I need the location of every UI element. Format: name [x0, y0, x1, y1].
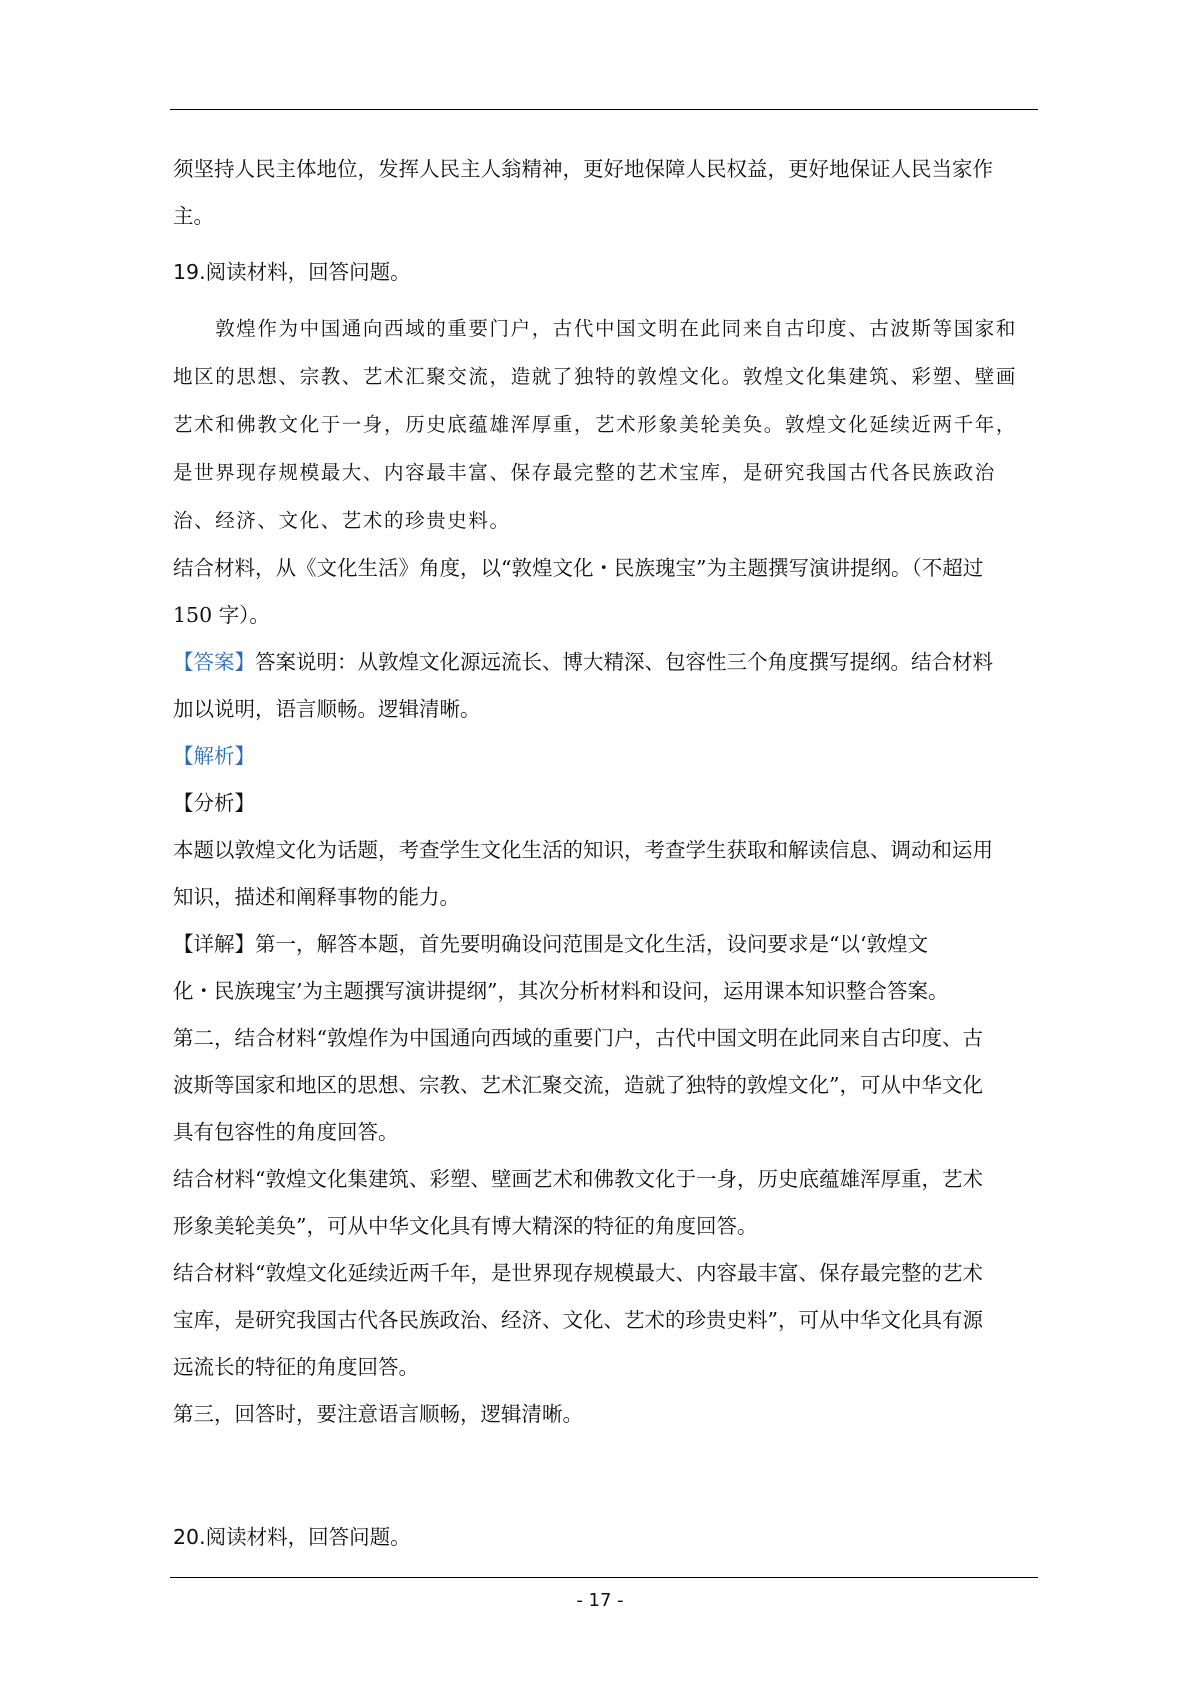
question-20-title: [173, 1514, 1041, 1561]
fenxi-line: 知识，描述和阐释事物的能力。: [173, 885, 460, 909]
question-line: 结合材料，从《文化生活》角度，以“敦煌文化・民族瑰宝”为主题撰写演讲提纲。（不超过: [173, 556, 984, 580]
material-line: 地区的思想、宗教、艺术汇聚交流，造就了独特的敦煌文化。敦煌文化集建筑、彩塑、壁画: [173, 365, 1018, 388]
analysis-tag: 【解析】: [173, 744, 255, 768]
detail-text: 第一，解答本题，首先要明确设问范围是文化生活，设问要求是“以‘敦煌文: [255, 932, 928, 956]
detail-line: 形象美轮美奂”，可从中华文化具有博大精深的特征的角度回答。: [173, 1214, 758, 1238]
text-line: 主。: [173, 204, 214, 228]
answer-tag: 【答案】: [173, 650, 255, 674]
material-line: 治、经济、文化、艺术的珍贵史料。: [173, 509, 511, 532]
question-number: 20.: [173, 1525, 206, 1549]
detail-line: 结合材料“敦煌文化延续近两千年，是世界现存规模最大、内容最丰富、保存最完整的艺术: [173, 1261, 983, 1285]
question-number: 19.: [173, 260, 206, 284]
material-line: 敦煌作为中国通向西域的重要门户，古代中国文明在此同来自古印度、古波斯等国家和: [173, 317, 1018, 340]
detail-line: 波斯等国家和地区的思想、宗教、艺术汇聚交流，造就了独特的敦煌文化”，可从中华文化: [173, 1073, 983, 1097]
footer-rule: [170, 1577, 1038, 1578]
text-line: 须坚持人民主体地位，发挥人民主人翁精神，更好地保障人民权益，更好地保证人民当家作: [173, 157, 993, 181]
header-rule: [170, 109, 1038, 110]
detail-line: 结合材料“敦煌文化集建筑、彩塑、壁画艺术和佛教文化于一身，历史底蕴雄浑厚重，艺术: [173, 1167, 983, 1191]
detail-line: 化・民族瑰宝’为主题撰写演讲提纲”，其次分析材料和设问，运用课本知识整合答案。: [173, 979, 949, 1003]
detail-line: 第二，结合材料“敦煌作为中国通向西域的重要门户，古代中国文明在此同来自古印度、古: [173, 1026, 983, 1050]
material-line: 艺术和佛教文化于一身，历史底蕴雄浑厚重，艺术形象美轮美奂。敦煌文化延续近两千年，: [173, 413, 1018, 436]
carryover-paragraph: [173, 146, 1041, 240]
detail-line: 具有包容性的角度回答。: [173, 1120, 399, 1144]
question-20-heading: [173, 1514, 1041, 1561]
detail-tag: 【详解】: [173, 932, 255, 956]
answer-line: [173, 639, 1041, 686]
detail-line: 远流长的特征的角度回答。: [173, 1355, 419, 1379]
question-19-heading: [173, 249, 1041, 296]
fenxi-tag: 【分析】: [173, 791, 255, 815]
detail-line: 第三，回答时，要注意语言顺畅，逻辑清晰。: [173, 1402, 583, 1426]
detail-line: 宝库，是研究我国古代各民族政治、经济、文化、艺术的珍贵史料”，可从中华文化具有源: [173, 1308, 983, 1332]
material-line: 是世界现存规模最大、内容最丰富、保存最完整的艺术宝库，是研究我国古代各民族政治: [173, 461, 996, 484]
question-prompt: 阅读材料，回答问题。: [205, 260, 411, 284]
fenxi-line: 本题以敦煌文化为话题，考查学生文化生活的知识，考查学生获取和解读信息、调动和运用: [173, 838, 993, 862]
answer-line: 加以说明，语言顺畅。逻辑清晰。: [173, 697, 481, 721]
page-number: - 17 -: [576, 1590, 624, 1611]
question-prompt: 阅读材料，回答问题。: [205, 1525, 411, 1549]
question-line: 150 字）。: [173, 603, 270, 627]
question-19-body: [173, 545, 1041, 1438]
detail-line: [173, 921, 1041, 968]
answer-text: 答案说明：从敦煌文化源远流长、博大精深、包容性三个角度撰写提纲。结合材料: [255, 650, 993, 674]
question-19-title: [173, 249, 1041, 296]
material-excerpt: [173, 305, 1041, 545]
